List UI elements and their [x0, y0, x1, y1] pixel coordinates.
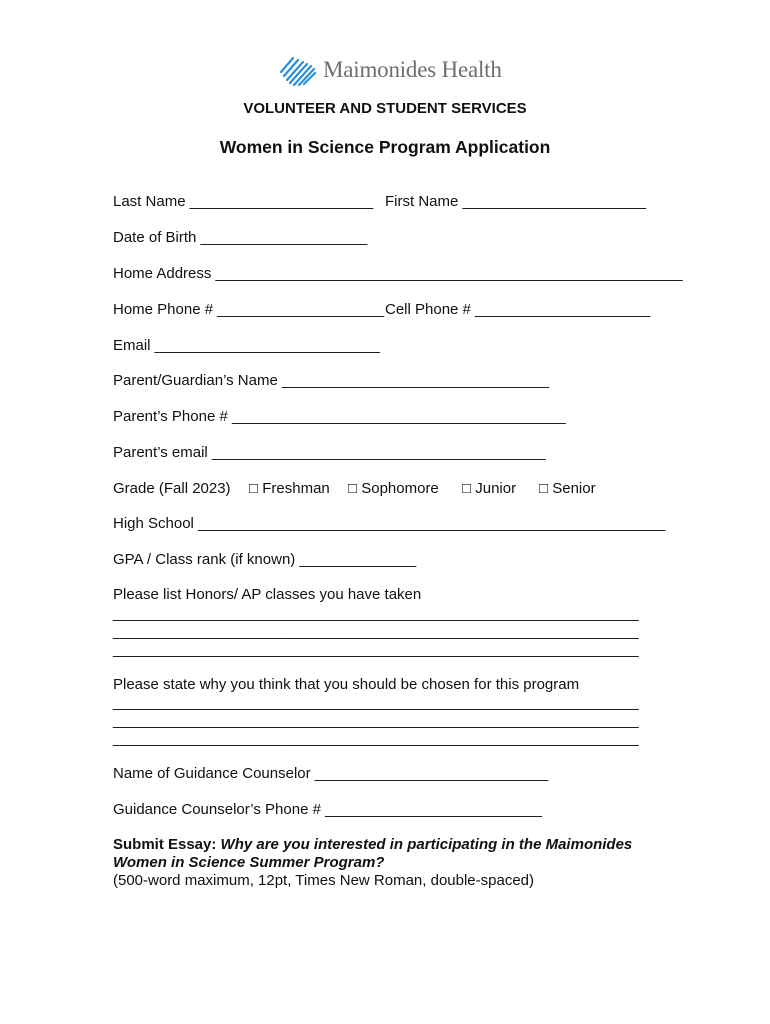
essay-label: Submit Essay:: [113, 836, 217, 853]
first-name-field[interactable]: First Name ______________________: [385, 193, 647, 210]
guardian-name-field[interactable]: Parent/Guardian’s Name ________________________________: [113, 372, 549, 389]
home-phone-field[interactable]: Home Phone # ____________________: [113, 301, 385, 318]
honors-prompt: Please list Honors/ AP classes you have taken: [113, 586, 422, 603]
cell-phone-field[interactable]: Cell Phone # _____________________: [385, 301, 651, 318]
parent-email-field[interactable]: Parent’s email ________________________________________: [113, 444, 546, 461]
why-line[interactable]: _______________________________________________________________: [113, 730, 639, 747]
logo: [279, 54, 502, 86]
grade-option-freshman[interactable]: □ Freshman: [249, 480, 330, 497]
last-name-field[interactable]: Last Name ______________________: [113, 193, 374, 210]
logo-text: Maimonides Health: [323, 57, 502, 82]
high-school-field[interactable]: High School ________________________________________________________: [113, 515, 666, 532]
email-field[interactable]: Email ___________________________: [113, 337, 380, 354]
grade-option-senior[interactable]: □ Senior: [539, 480, 596, 497]
honors-line[interactable]: _______________________________________________________________: [113, 605, 639, 622]
maimonides-logo-mark-icon: [279, 54, 317, 86]
grade-row: [113, 480, 596, 497]
gpa-field[interactable]: GPA / Class rank (if known) ______________: [113, 551, 417, 568]
counselor-phone-field[interactable]: Guidance Counselor’s Phone # __________________________: [113, 801, 542, 818]
why-prompt: Please state why you think that you should be chosen for this program: [113, 676, 580, 693]
department-heading: VOLUNTEER AND STUDENT SERVICES: [243, 100, 527, 117]
home-address-field[interactable]: Home Address ________________________________________________________: [113, 265, 683, 282]
essay-question: Why are you interested in participating in the Maimonides Women in Science Summer Program?: [113, 836, 633, 871]
grade-option-junior[interactable]: □ Junior: [462, 480, 517, 497]
why-line[interactable]: _______________________________________________________________: [113, 694, 639, 711]
essay-instructions: [113, 836, 673, 890]
why-line[interactable]: _______________________________________________________________: [113, 712, 639, 729]
dob-field[interactable]: Date of Birth ____________________: [113, 229, 368, 246]
honors-line[interactable]: _______________________________________________________________: [113, 641, 639, 658]
essay-requirements: (500-word maximum, 12pt, Times New Roman, double-spaced): [113, 872, 535, 889]
grade-label: Grade (Fall 2023): [113, 480, 231, 497]
parent-phone-field[interactable]: Parent’s Phone # ________________________________________: [113, 408, 566, 425]
counselor-name-field[interactable]: Name of Guidance Counselor ____________________________: [113, 765, 549, 782]
form-title: Women in Science Program Application: [219, 137, 551, 157]
grade-option-sophomore[interactable]: □ Sophomore: [348, 480, 439, 497]
honors-line[interactable]: _______________________________________________________________: [113, 623, 639, 640]
